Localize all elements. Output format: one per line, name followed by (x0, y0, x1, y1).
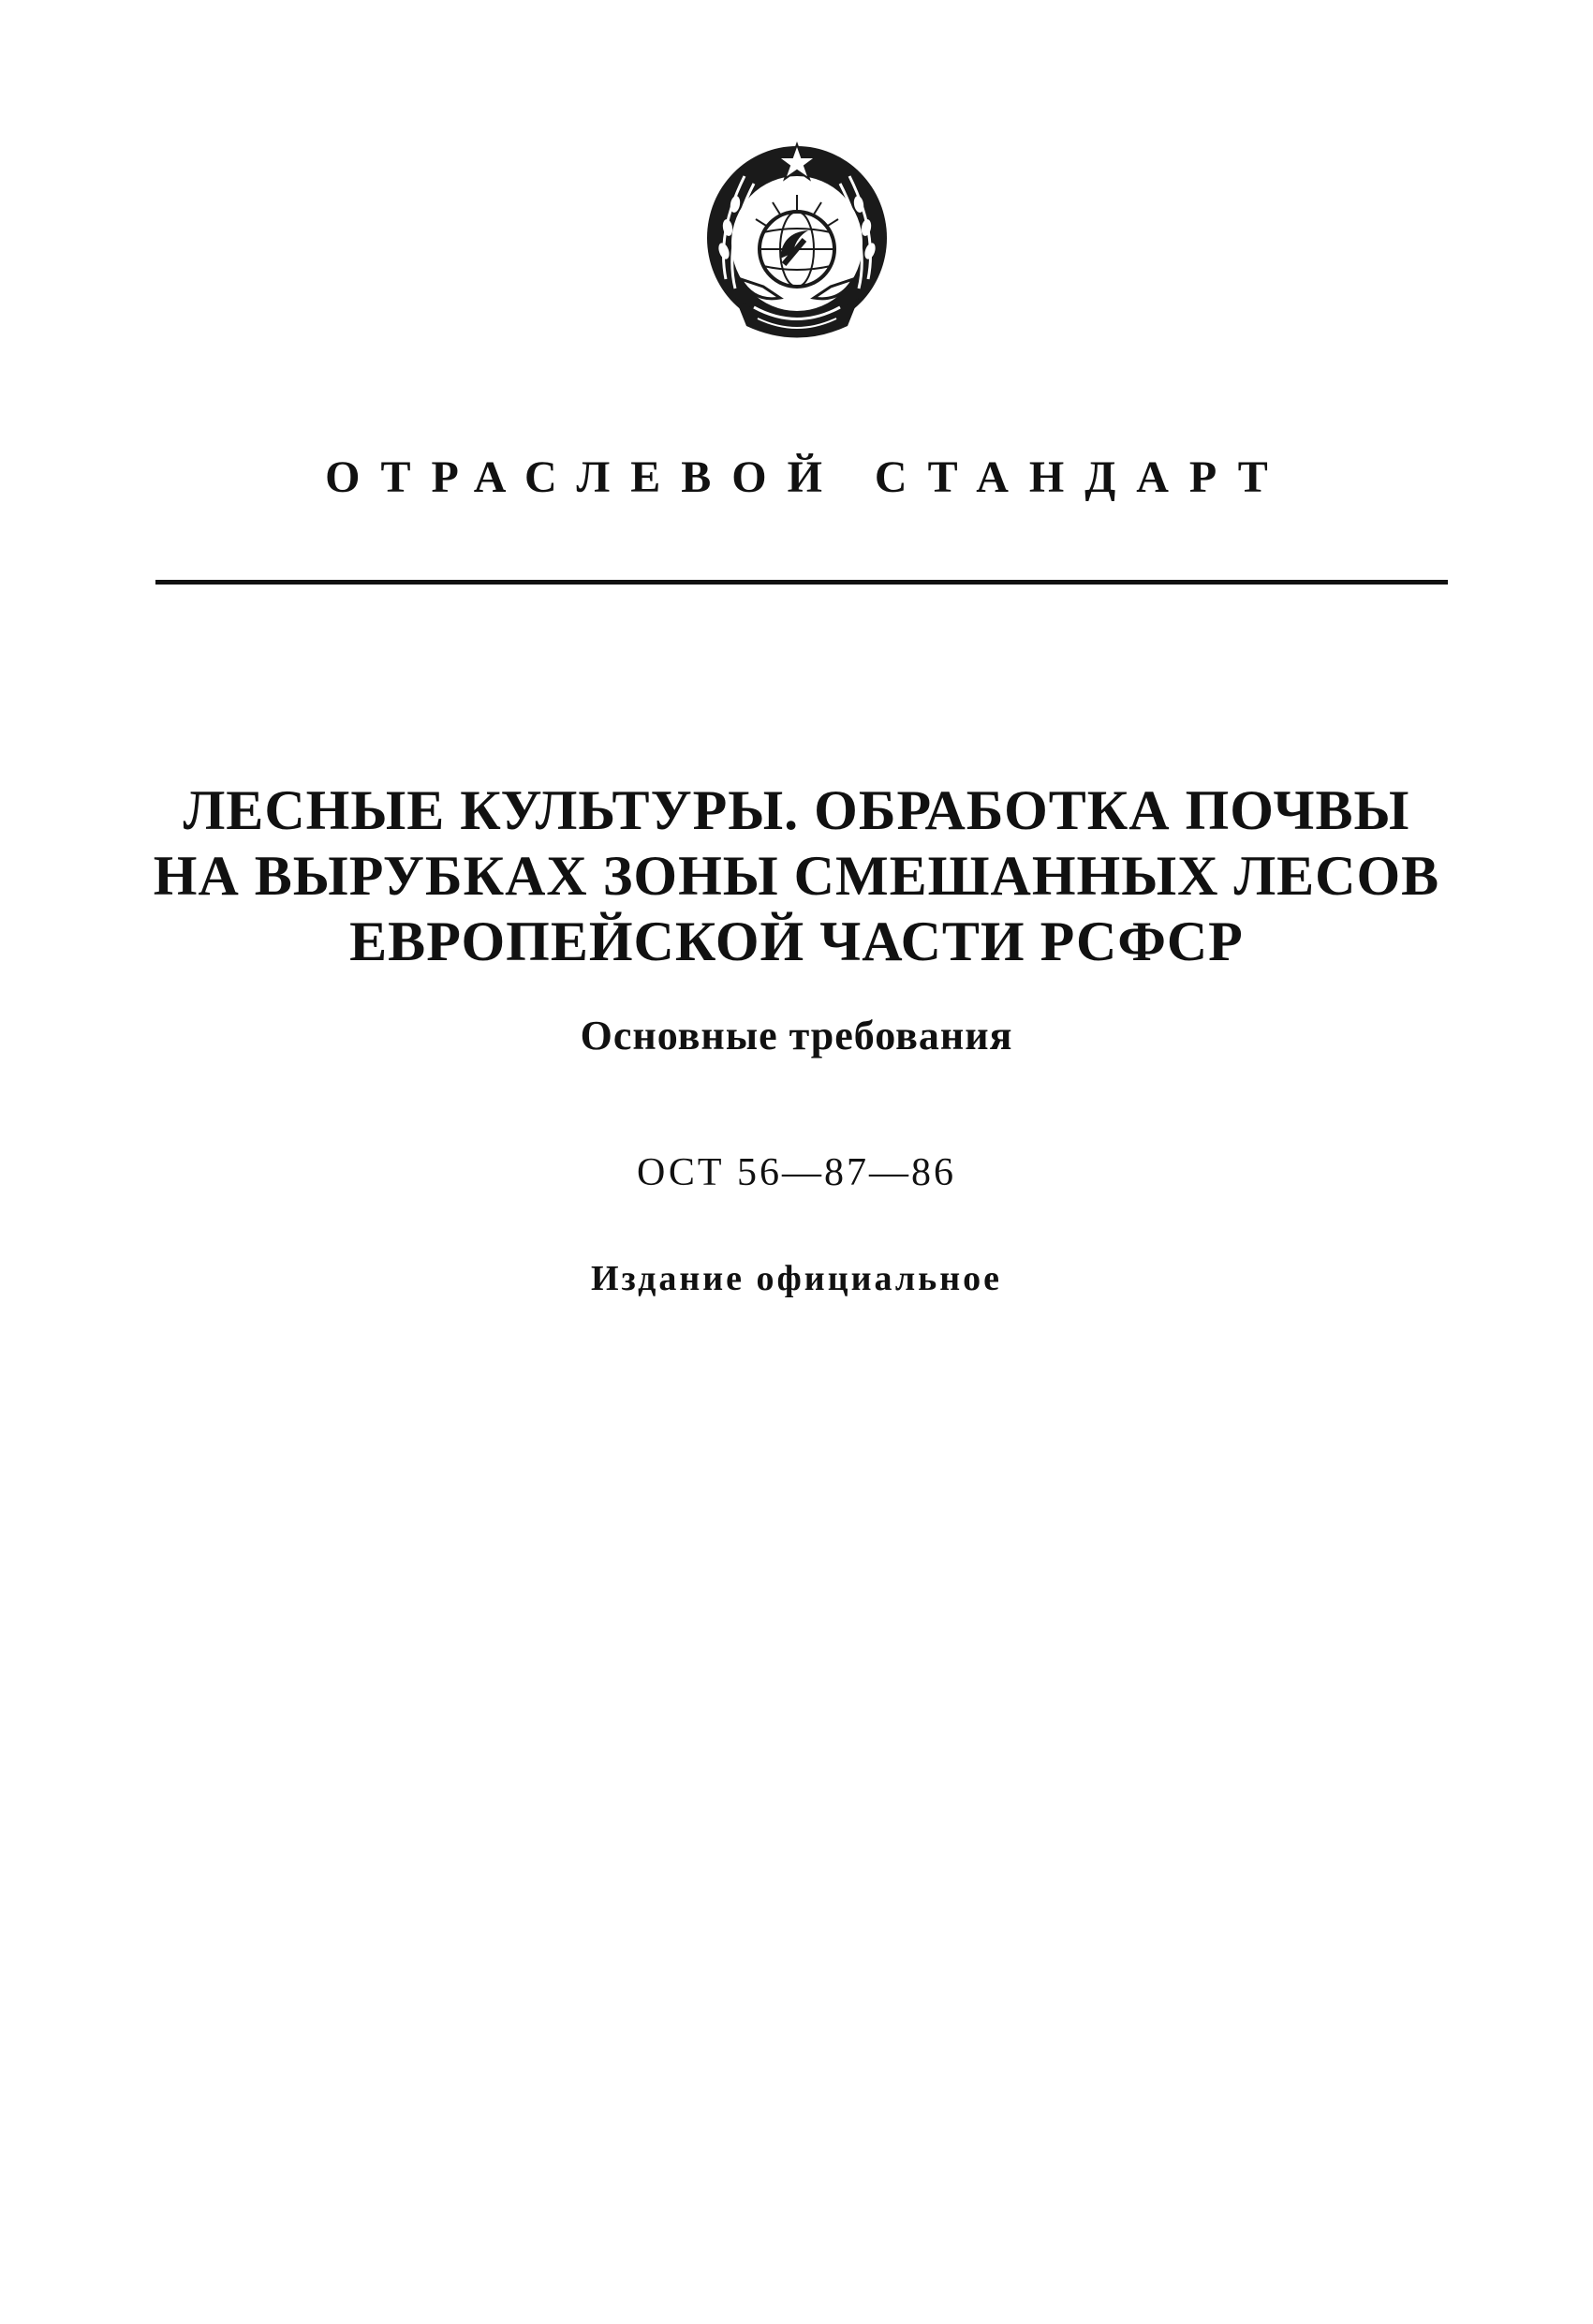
document-title-line: ЕВРОПЕЙСКОЙ ЧАСТИ РСФСР (349, 910, 1244, 972)
standard-type-heading: ОТРАСЛЕВОЙ СТАНДАРТ (325, 452, 1289, 502)
document-title-line: НА ВЫРУБКАХ ЗОНЫ СМЕШАННЫХ ЛЕСОВ (153, 845, 1440, 907)
ussr-emblem-icon (698, 139, 896, 347)
horizontal-rule (155, 580, 1448, 585)
edition-note: Издание официальное (590, 1259, 1002, 1298)
document-title (0, 777, 1593, 974)
standard-code: ОСТ 56—87—86 (636, 1151, 956, 1194)
document-subtitle: Основные требования (580, 1013, 1013, 1058)
document-title-line: ЛЕСНЫЕ КУЛЬТУРЫ. ОБРАБОТКА ПОЧВЫ (183, 779, 1410, 841)
